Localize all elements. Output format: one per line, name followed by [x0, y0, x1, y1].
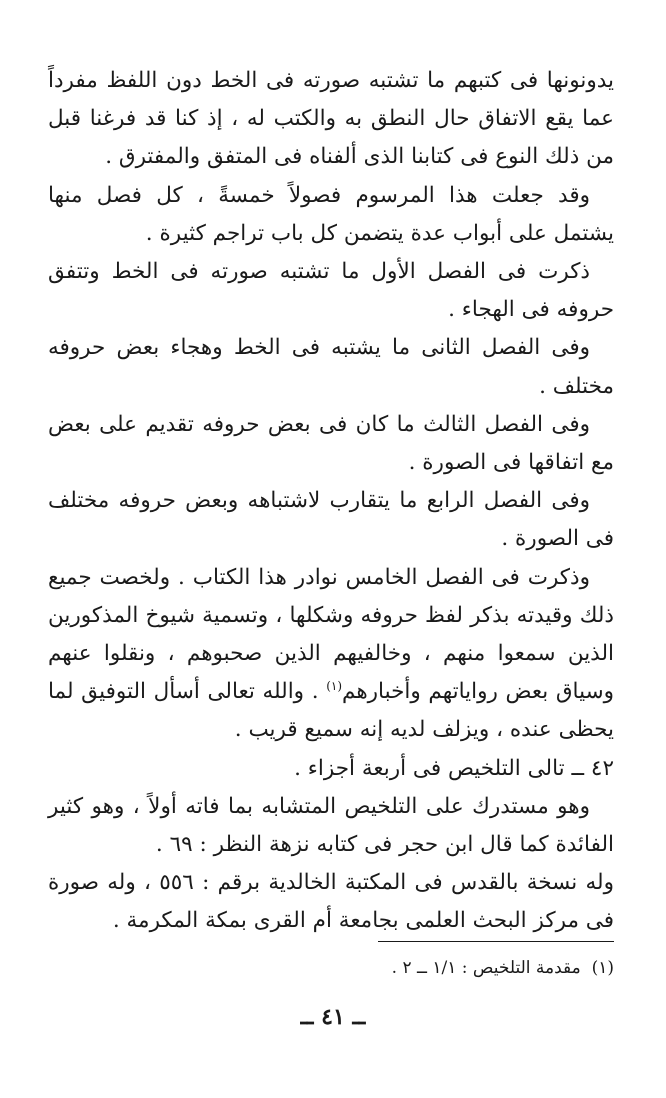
- paragraph-1: يدونونها فى كتبهم ما تشتبه صورته فى الخط دون اللفظ مفرداً عما يقع الاتفاق حال النطق به والكتب له ، إذ كنا قد فرغنا قبل من ذلك النوع فى كتابنا الذى ألفناه فى المتفق والمفترق .: [48, 68, 614, 170]
- footnote-divider: [378, 941, 614, 942]
- paragraph-7-text: وذكرت فى الفصل الخامس نوادر هذا الكتاب . ولخصت جميع ذلك وقيدته بذكر لفظ حروفه وشكلها ، وتسمية شيوخ المذكورين الذين سمعوا منهم ، وخالفيهم الذين صحبوهم ، ونقلوا عنهم وسياق بعض رواياتهم وأخبارهم: [48, 564, 614, 705]
- footnote-text: مقدمة التلخيص : ١/١ ــ ٢ .: [391, 958, 581, 978]
- paragraph-7: [48, 559, 614, 750]
- main-text: [48, 62, 614, 941]
- paragraph-4: وفى الفصل الثانى ما يشتبه فى الخط وهجاء بعض حروفه مختلف .: [48, 335, 614, 399]
- paragraph-7-text-after: . والله تعالى أسأل التوفيق لما يحظى عنده ، ويزلف لديه إنه سميع قريب .: [48, 679, 614, 743]
- entry-heading: ٤٢ ــ تالى التلخيص فى أربعة أجزاء .: [294, 755, 614, 781]
- paragraph-2: وقد جعلت هذا المرسوم فصولاً خمسةً ، كل فصل منها يشتمل على أبواب عدة يتضمن كل باب تراجم كثيرة .: [48, 182, 614, 246]
- footnote-marker: (١): [591, 958, 614, 978]
- paragraph-10: وله نسخة بالقدس فى المكتبة الخالدية برقم : ٥٥٦ ، وله صورة فى مركز البحث العلمى بجامعة أم القرى بمكة المكرمة .: [48, 870, 614, 934]
- page-number: ــ ٤١ ــ: [300, 1004, 366, 1030]
- footnote: [48, 955, 614, 981]
- paragraph-5: وفى الفصل الثالث ما كان فى بعض حروفه تقديم على بعض مع اتفاقها فى الصورة .: [48, 411, 614, 476]
- footnote-reference[interactable]: (١): [326, 679, 343, 694]
- paragraph-9: وهو مستدرك على التلخيص المتشابه بما فاته أولاً ، وهو كثير الفائدة كما قال ابن حجر فى كتابه نزهة النظر : ٦٩ .: [48, 793, 614, 858]
- paragraph-3: ذكرت فى الفصل الأول ما تشتبه صورته فى الخط وتتفق حروفه فى الهجاء .: [48, 259, 614, 323]
- paragraph-6: وفى الفصل الرابع ما يتقارب لاشتباهه وبعض حروفه مختلف فى الصورة .: [48, 488, 614, 552]
